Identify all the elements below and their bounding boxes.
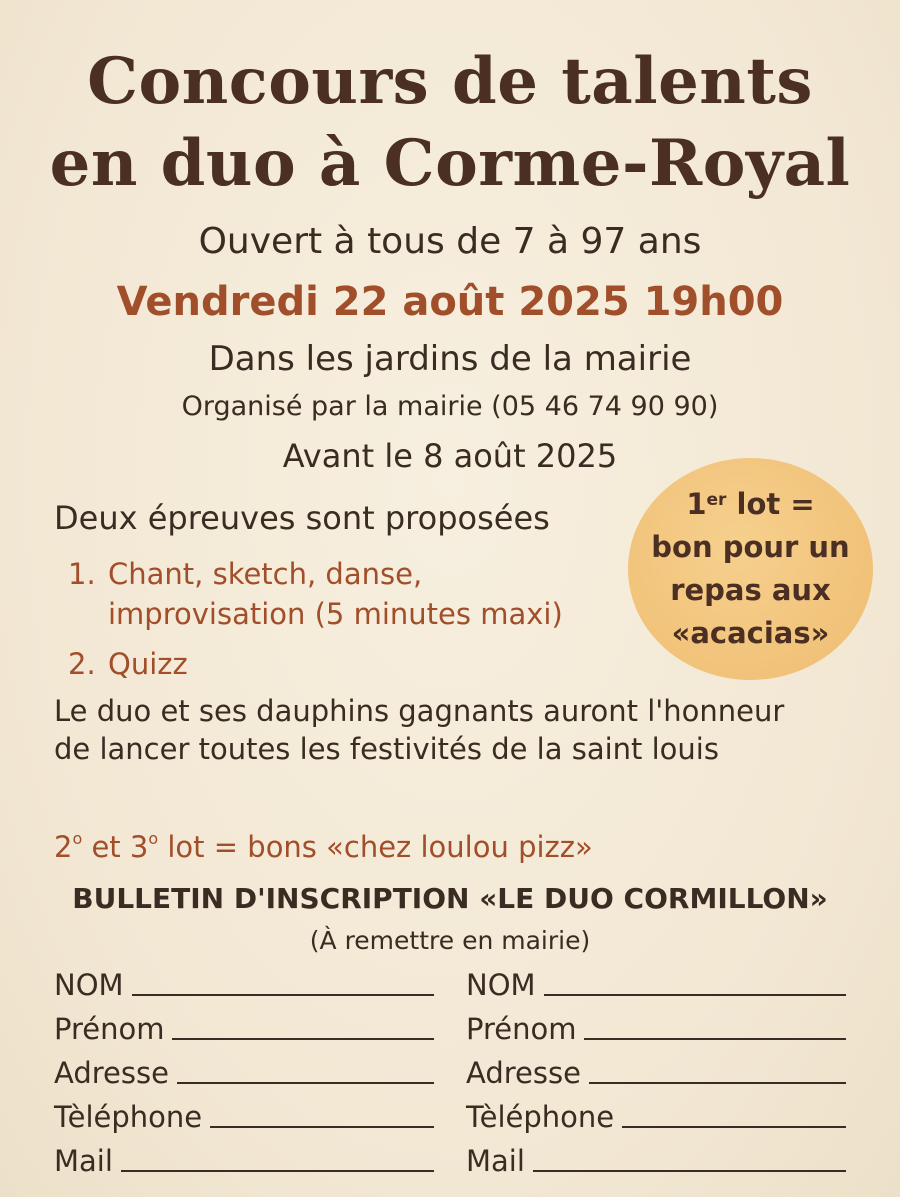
prize-line-2: bon pour un xyxy=(651,530,850,564)
fill-in-line[interactable] xyxy=(544,994,846,996)
right-address-field[interactable] xyxy=(466,1054,846,1088)
event-1-number: 1. xyxy=(68,557,96,591)
prize-line-3: repas aux xyxy=(670,573,831,607)
prize-line-4: «acacias» xyxy=(671,616,830,650)
registration-form-title: BULLETIN D'INSCRIPTION «LE DUO CORMILLON» xyxy=(72,882,828,915)
fill-in-line[interactable] xyxy=(210,1126,434,1128)
field-label: Mail xyxy=(54,1144,113,1178)
right-name-field[interactable] xyxy=(466,966,846,1000)
field-label: NOM xyxy=(54,968,124,1002)
event-1-line-1: Chant, sketch, danse, xyxy=(108,557,423,591)
left-address-field[interactable] xyxy=(54,1054,434,1088)
right-firstname-field[interactable] xyxy=(466,1010,846,1044)
event-2-label: Quizz xyxy=(108,647,188,681)
fill-in-line[interactable] xyxy=(533,1170,846,1172)
field-label: Mail xyxy=(466,1144,525,1178)
fill-in-line[interactable] xyxy=(589,1082,846,1084)
registration-deadline: Avant le 8 août 2025 xyxy=(282,437,618,475)
event-1-line-2: improvisation (5 minutes maxi) xyxy=(108,597,563,631)
events-heading: Deux épreuves sont proposées xyxy=(54,499,550,537)
event-date: Vendredi 22 août 2025 19h00 xyxy=(116,279,784,325)
age-range-text: Ouvert à tous de 7 à 97 ans xyxy=(198,221,702,262)
field-label: Adresse xyxy=(466,1056,581,1090)
registration-form-subtitle: (À remettre en mairie) xyxy=(309,926,591,955)
organizer-text: Organisé par la mairie (05 46 74 90 90) xyxy=(181,391,719,422)
left-name-field[interactable] xyxy=(54,966,434,1000)
ordinal-mark: o xyxy=(148,829,159,848)
fill-in-line[interactable] xyxy=(177,1082,434,1084)
second-third-prize-description: lot = bons «chez loulou pizz» xyxy=(158,830,593,864)
fill-in-line[interactable] xyxy=(121,1170,434,1172)
field-label: Adresse xyxy=(54,1056,169,1090)
prize-lot-label: lot = xyxy=(726,487,815,521)
winners-text-line-1: Le duo et ses dauphins gagnants auront l'honneur xyxy=(54,694,785,728)
fill-in-line[interactable] xyxy=(132,994,434,996)
first-prize-badge xyxy=(628,458,873,680)
second-third-prize-text xyxy=(54,829,593,864)
field-label: NOM xyxy=(466,968,536,1002)
fill-in-line[interactable] xyxy=(584,1038,846,1040)
third-prize-number: et 3 xyxy=(82,830,149,864)
title-line-1: Concours de talents xyxy=(87,44,813,119)
fill-in-line[interactable] xyxy=(172,1038,434,1040)
first-prize-text xyxy=(651,483,849,655)
left-email-field[interactable] xyxy=(54,1142,434,1176)
event-place: Dans les jardins de la mairie xyxy=(208,339,692,379)
fill-in-line[interactable] xyxy=(622,1126,846,1128)
event-2-number: 2. xyxy=(68,647,96,681)
field-label: Prénom xyxy=(466,1012,577,1046)
ordinal-mark: o xyxy=(72,829,83,848)
right-email-field[interactable] xyxy=(466,1142,846,1176)
left-phone-field[interactable] xyxy=(54,1098,434,1132)
prize-rank-suffix: er xyxy=(706,490,727,510)
field-label: Prénom xyxy=(54,1012,165,1046)
field-label: Tèléphone xyxy=(54,1100,203,1134)
left-firstname-field[interactable] xyxy=(54,1010,434,1044)
field-label: Tèléphone xyxy=(466,1100,615,1134)
second-prize-number: 2 xyxy=(54,830,73,864)
right-phone-field[interactable] xyxy=(466,1098,846,1132)
prize-rank-number: 1 xyxy=(686,487,707,521)
title-line-2: en duo à Corme-Royal xyxy=(49,126,851,201)
winners-text-line-2: de lancer toutes les festivités de la saint louis xyxy=(54,732,719,766)
